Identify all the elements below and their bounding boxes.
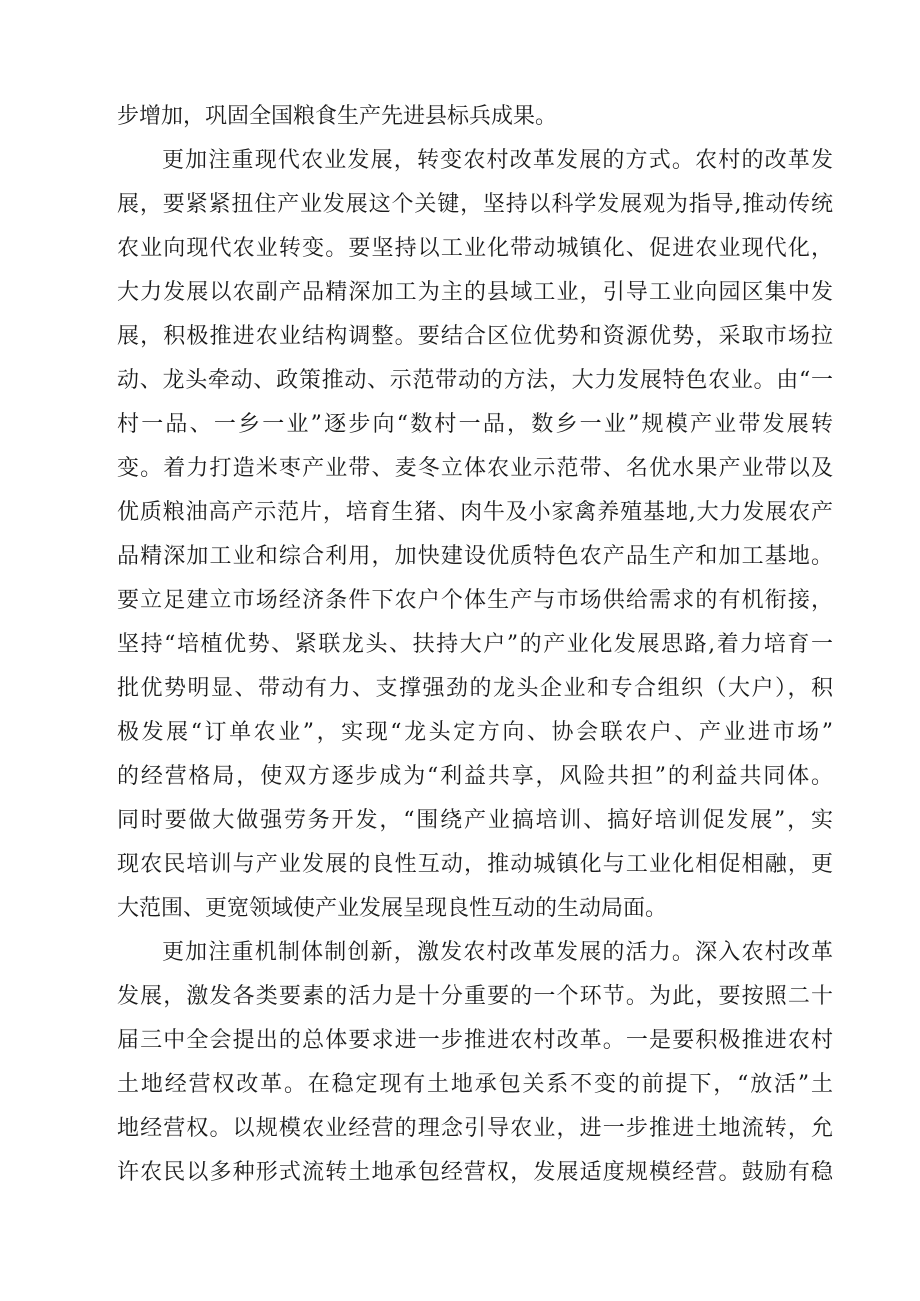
- text-line: 坚持“培植优势、紧联龙头、扶持大户”的产业化发展思路,着力培育一: [117, 632, 833, 657]
- paragraph-first-line: 更加注重机制体制创新，激发农村改革发展的活力。深入农村改革: [162, 940, 833, 965]
- text-line: 发展，激发各类要素的活力是十分重要的一个环节。为此，要按照二十: [117, 984, 833, 1009]
- text-line: 批优势明显、带动有力、支撑强劲的龙头企业和专合组织（大户），积: [117, 676, 833, 701]
- text-line: 变。着力打造米枣产业带、麦冬立体农业示范带、名优水果产业带以及: [117, 456, 833, 481]
- text-line: 动、龙头牵动、政策推动、示范带动的方法，大力发展特色农业。由“一: [117, 368, 833, 393]
- text-line: 的经营格局，使双方逐步成为“利益共享，风险共担”的利益共同体。: [117, 764, 833, 789]
- text-line: 现农民培训与产业发展的良性互动，推动城镇化与工业化相促相融，更: [117, 852, 833, 877]
- text-line: 村一品、一乡一业”逐步向“数村一品，数乡一业”规模产业带发展转: [117, 412, 833, 437]
- text-line: 优质粮油高产示范片，培育生猪、肉牛及小家禽养殖基地,大力发展农产: [117, 500, 833, 525]
- text-line: 同时要做大做强劳务开发，“围绕产业搞培训、搞好培训促发展”，实: [117, 808, 833, 833]
- text-line: 农业向现代农业转变。要坚持以工业化带动城镇化、促进农业现代化，: [117, 236, 833, 261]
- text-line: 展，要紧紧扭住产业发展这个关键，坚持以科学发展观为指导,推动传统: [117, 192, 833, 217]
- text-line: 大范围、更宽领域使产业发展呈现良性互动的生动局面。: [117, 896, 668, 921]
- text-line: 要立足建立市场经济条件下农户个体生产与市场供给需求的有机衔接，: [117, 588, 833, 613]
- text-line: 步增加，巩固全国粮食生产先进县标兵成果。: [117, 104, 558, 129]
- text-line: 土地经营权改革。在稳定现有土地承包关系不变的前提下，“放活”土: [117, 1072, 833, 1097]
- text-line: 展，积极推进农业结构调整。要结合区位优势和资源优势，采取市场拉: [117, 324, 833, 349]
- text-line: 届三中全会提出的总体要求进一步推进农村改革。一是要积极推进农村: [117, 1028, 833, 1053]
- paragraph-first-line: 更加注重现代农业发展，转变农村改革发展的方式。农村的改革发: [162, 148, 833, 173]
- text-line: 大力发展以农副产品精深加工为主的县域工业，引导工业向园区集中发: [117, 280, 833, 305]
- text-line: 品精深加工业和综合利用，加快建设优质特色农产品生产和加工基地。: [117, 544, 833, 569]
- text-line: 极发展“订单农业”，实现“龙头定方向、协会联农户、产业进市场”: [117, 720, 833, 745]
- text-line: 许农民以多种形式流转土地承包经营权，发展适度规模经营。鼓励有稳: [117, 1160, 833, 1185]
- text-line: 地经营权。以规模农业经营的理念引导农业，进一步推进土地流转，允: [117, 1116, 833, 1141]
